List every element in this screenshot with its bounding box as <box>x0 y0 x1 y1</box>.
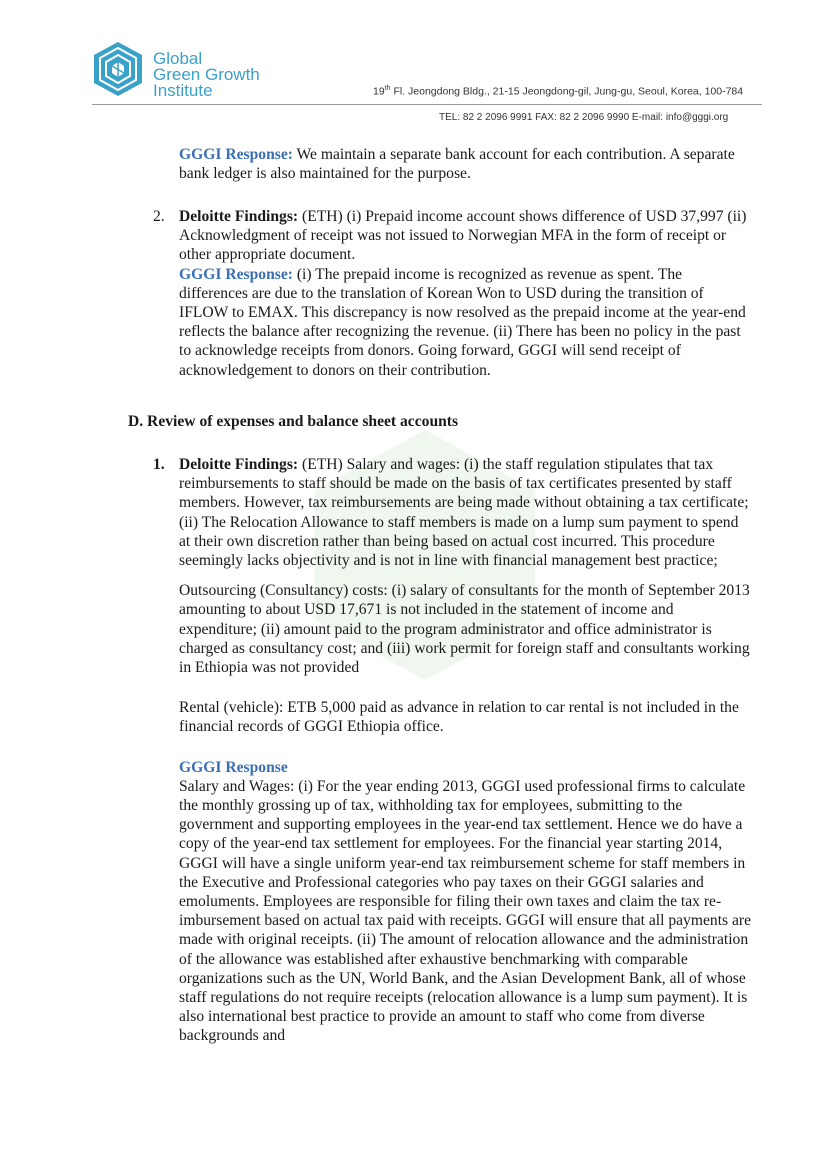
list-item <box>153 207 753 380</box>
list-item <box>153 455 753 1046</box>
response-label: GGGI Response: <box>179 146 293 163</box>
item-number: 1. <box>153 456 165 473</box>
response-paragraph: GGGI Response Salary and Wages: (i) For the year ending 2013, GGGI used professional firms to calculate the monthly grossing up of tax, withholding tax for employees, submitting to the government and supporting employees in the year-end tax settlement. Hence we do have a copy of the year-end tax settlement for employees. For the financial year starting 2014, GGGI will have a single uniform year-end tax reimbursement scheme for staff members in the Executive and Professional categories who pay taxes on their GGGI salaries and emoluments. Employees are responsible for filing their own taxes and claim the tax re-imbursement based on actual tax paid with receipts. GGGI will ensure that all payments are made with original receipts. (ii) The amount of relocation allowance and the administration of the allowance was established after exhaustive benchmarking with comparable organizations such as the UN, World Bank, and the Asian Development Bank, all of whose staff regulations do not require receipts (relocation allowance is a lump sum payment). It is also international best practice to provide an amount to staff who come from diverse backgrounds and <box>179 758 752 1045</box>
header-divider <box>92 104 762 105</box>
gggi-logo-icon <box>92 40 144 98</box>
response-paragraph: GGGI Response: (i) The prepaid income is recognized as revenue as spent. The differences are due to the translation of Korean Won to USD during the transition of IFLOW to EMAX. This discrepancy is now resolved as the prepaid income at the year-end reflects the balance after recognizing the revenue. (ii) There has been no policy in the past to acknowledge receipts from donors. Going forward, GGGI will send receipt of acknowledgement to donors on their contribution. <box>179 265 746 379</box>
response-label: GGGI Response: <box>179 265 293 283</box>
finding-label: Deloitte Findings: <box>179 208 299 225</box>
finding-paragraph: Deloitte Findings: (ETH) (i) Prepaid income account shows difference of USD 37,997 (ii) Acknowledgment of receipt was not issued to Norwegian MFA in the form of receipt or other appropriate document. <box>179 208 747 264</box>
response-label: GGGI Response <box>179 758 288 776</box>
org-name: Global Green Growth Institute <box>153 49 260 100</box>
header-contact: TEL: 82 2 2096 9991 FAX: 82 2 2096 9990 E-mail: info@gggi.org <box>439 112 729 123</box>
intro-response: GGGI Response: We maintain a separate bank account for each contribution. A separate bank ledger is also maintained for the purpose. <box>179 146 735 183</box>
header-address: 19th Fl. Jeongdong Bldg., 21-15 Jeongdong-gil, Jung-gu, Seoul, Korea, 100-784 <box>373 85 744 98</box>
item-number: 2. <box>153 208 165 225</box>
rental-paragraph: Rental (vehicle): ETB 5,000 paid as advance in relation to car rental is not included in the financial records of GGGI Ethiopia office. <box>179 699 739 736</box>
finding-paragraph: Deloitte Findings: (ETH) Salary and wages: (i) the staff regulation stipulates that tax reimbursements to staff should be made on the basis of tax certificates presented by staff members. However, tax reimbursements are being made without obtaining a tax certificate; (ii) The Relocation Allowance to staff members is made on a lump sum payment to spend at their own discretion rather than being based on actual cost incurred. This procedure seemingly lacks objectivity and is not in line with financial management best practice; <box>179 456 749 570</box>
section-heading: D. Review of expenses and balance sheet accounts <box>128 413 459 430</box>
finding-label: Deloitte Findings: <box>179 456 299 473</box>
outsourcing-paragraph: Outsourcing (Consultancy) costs: (i) salary of consultants for the month of September 2013 amounting to about USD 17,671 is not included in the statement of income and expenditure; (ii) amount paid to the program administrator and office administrator is charged as consultancy cost; and (iii) work permit for foreign staff and consultants working in Ethiopia was not provided <box>179 582 750 677</box>
